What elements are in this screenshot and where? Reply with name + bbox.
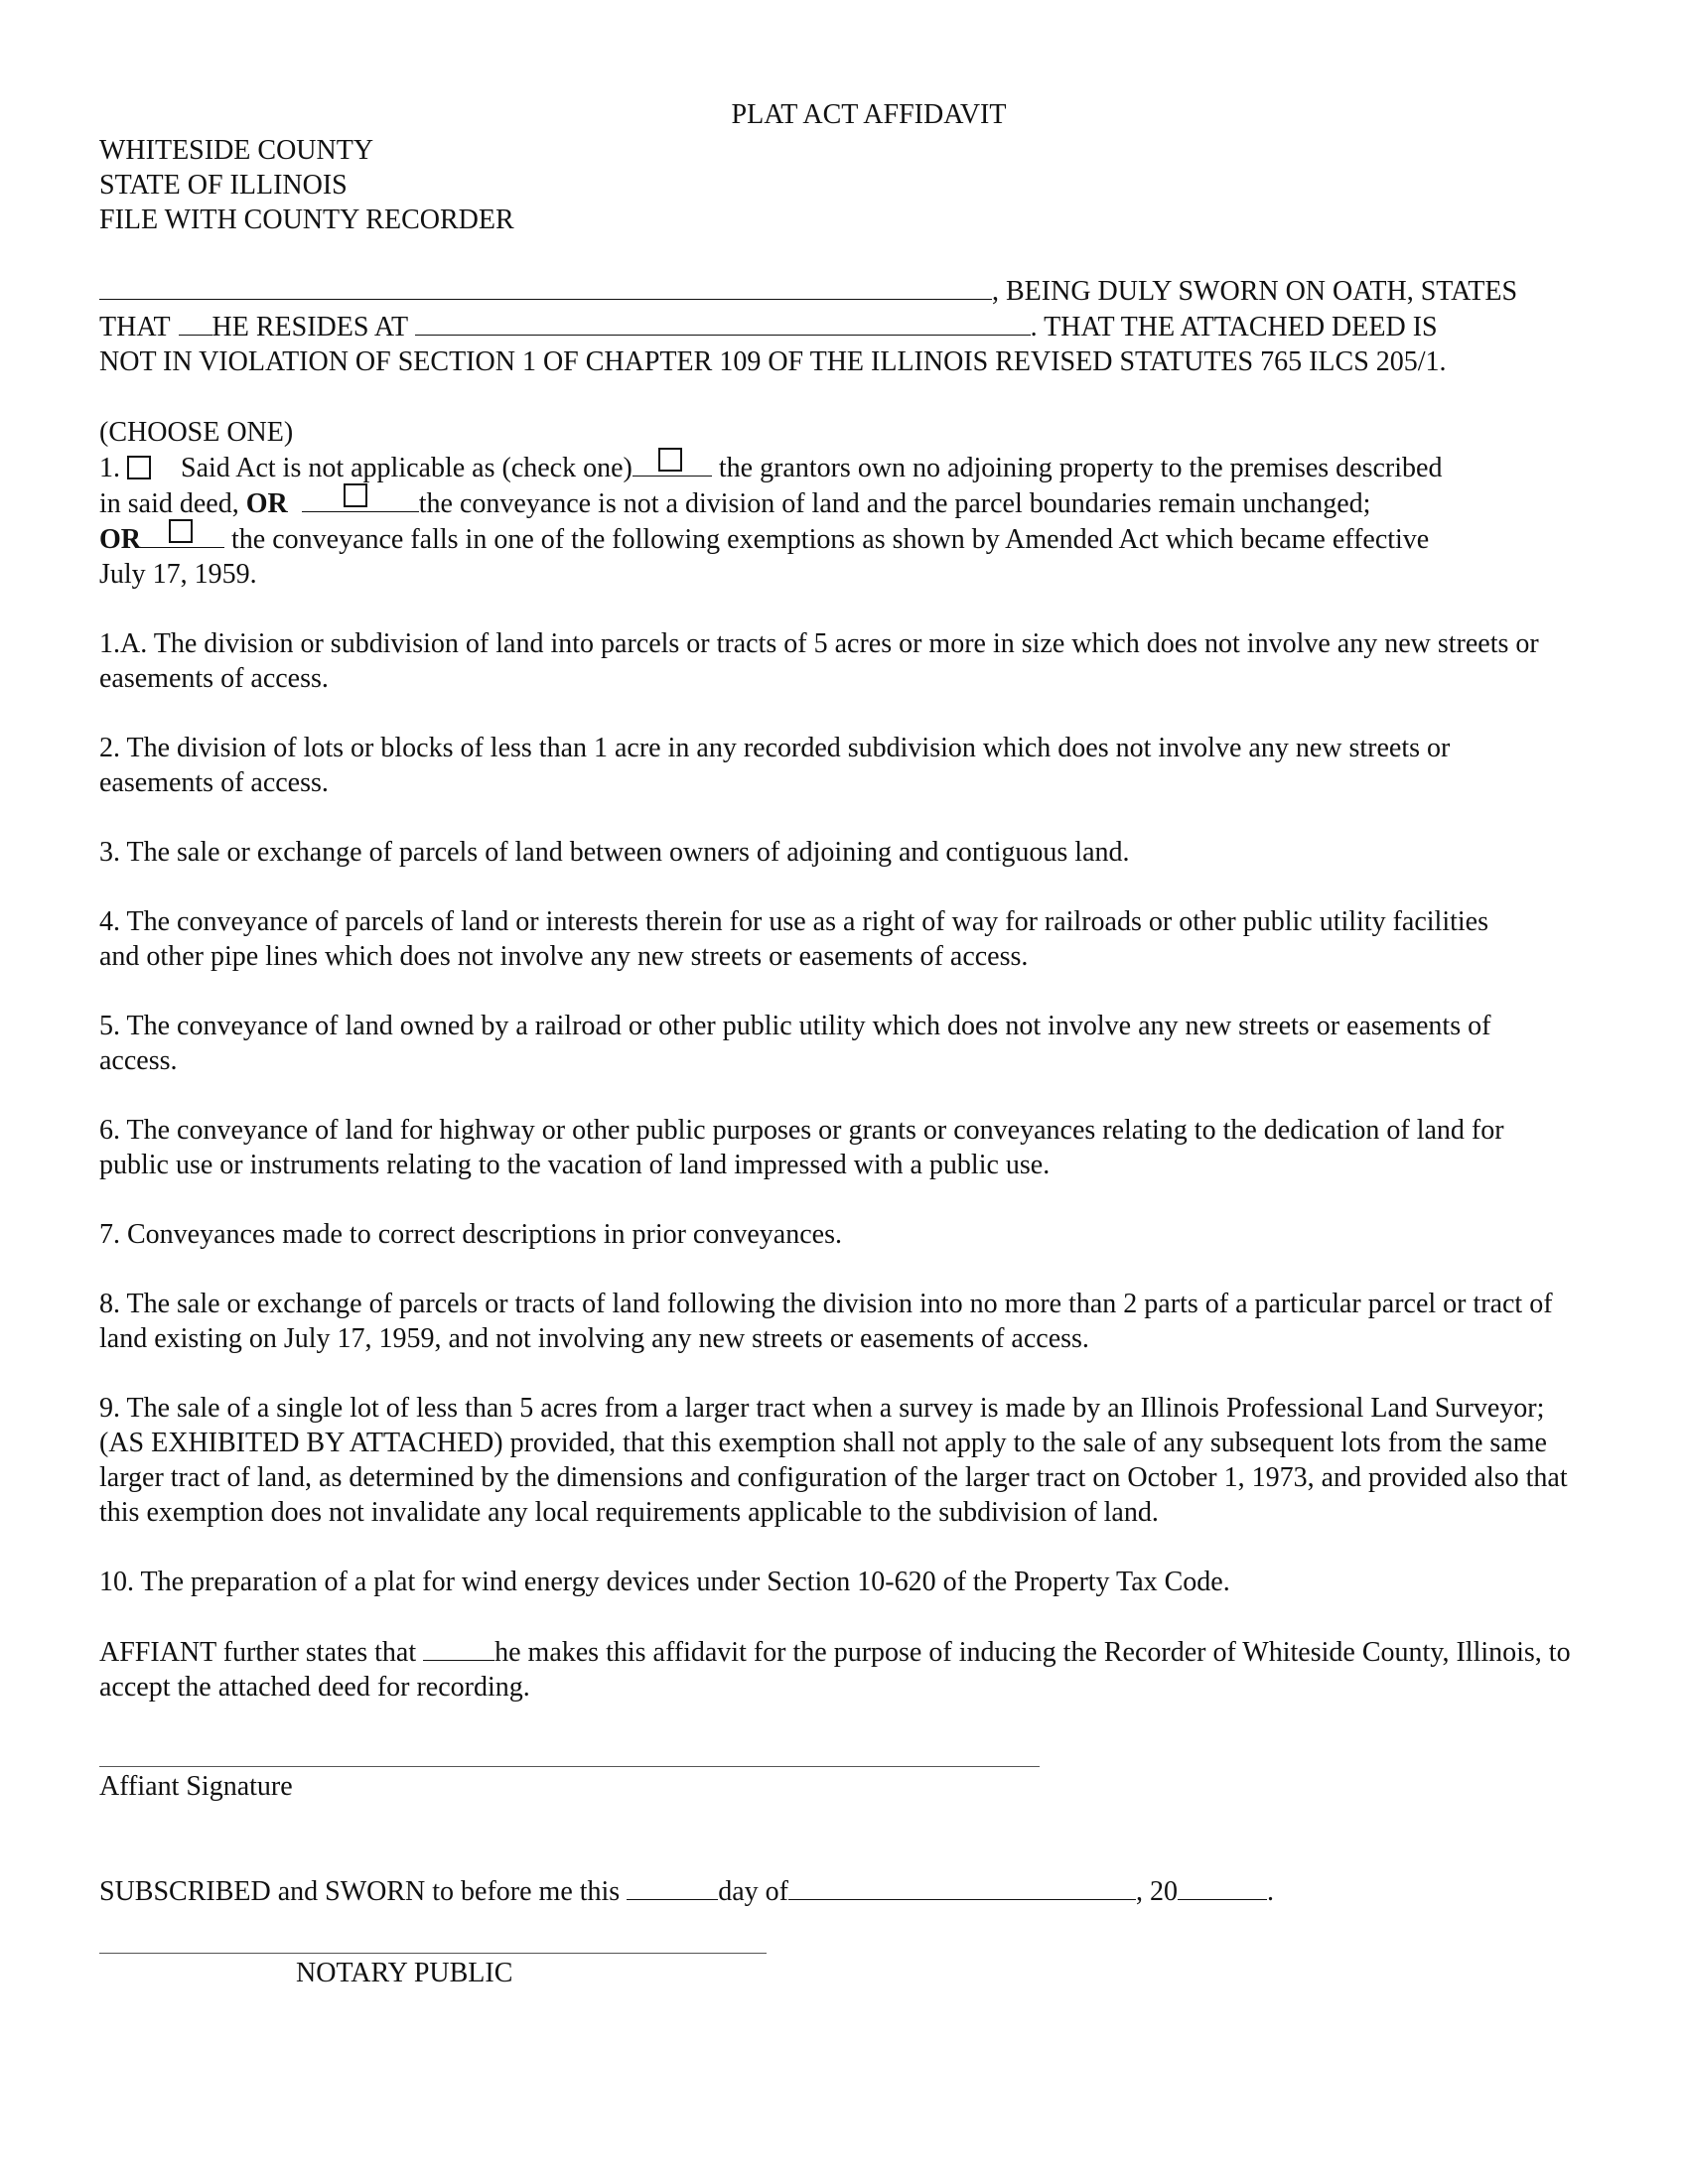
affiant-signature-line[interactable]: [99, 1766, 1040, 1767]
exemption-7: 7. Conveyances made to correct descriptions in prior conveyances.: [99, 1219, 842, 1250]
item-1-text-f: July 17, 1959.: [99, 559, 257, 590]
option-not-division-checkbox[interactable]: [344, 483, 367, 507]
option-no-adjoining-blank: [633, 450, 712, 477]
file-with-instruction: FILE WITH COUNTY RECORDER: [99, 205, 514, 235]
document-title: PLAT ACT AFFIDAVIT: [731, 99, 1007, 130]
item-1-text-d: the conveyance is not a division of land and the parcel boundaries remain unchanged;: [418, 488, 1371, 519]
oath-resides-text: HE RESIDES AT: [211, 312, 408, 342]
subscribed-end: .: [1266, 1876, 1274, 1907]
affiant-name-blank[interactable]: [99, 273, 992, 300]
day-of-text: day of: [718, 1876, 788, 1907]
exemption-9: 9. The sale of a single lot of less than 5 acres from a larger tract when a survey is made by an Illinois Professional Land Surveyor; (AS EXHIBITED BY ATTACHED) provided, that this exemption shall not apply to the sale of any subsequent lots from the same larger tract of land, as determined by the dimensions and configuration of the larger tract on October 1, 1973, and provided also that this exemption does not invalidate any local requirements applicable to the subdivision of land.: [99, 1393, 1568, 1528]
option-no-adjoining-checkbox[interactable]: [658, 448, 682, 472]
affiant-signature-label: Affiant Signature: [99, 1771, 293, 1802]
oath-line-1: [99, 273, 1589, 309]
item-1-checkbox[interactable]: [127, 456, 151, 479]
oath-that-text: THAT: [99, 312, 171, 342]
option-exemption-blank: [141, 521, 224, 548]
exemption-2: 2. The division of lots or blocks of less than 1 acre in any recorded subdivision which does not involve any new streets or easements of access.: [99, 733, 1451, 798]
oath-sworn-text: , BEING DULY SWORN ON OATH, STATES: [992, 276, 1518, 307]
year-blank[interactable]: [1178, 1873, 1267, 1900]
exemption-6: 6. The conveyance of land for highway or other public purposes or grants or conveyances relating to the dedication of land for public use or instruments relating to the vacation of land impressed with a public use.: [99, 1115, 1504, 1180]
item-1-text-e: the conveyance falls in one of the following exemptions as shown by Amended Act which became effective: [231, 524, 1430, 555]
item-1-text-a: Said Act is not applicable as (check one): [181, 453, 633, 483]
affiant-text-a: AFFIANT further states that: [99, 1637, 417, 1668]
oath-violation-text: NOT IN VIOLATION OF SECTION 1 OF CHAPTER 109 OF THE ILLINOIS REVISED STATUTES 765 ILCS 205/1.: [99, 346, 1447, 377]
affiant-pronoun-blank[interactable]: [423, 1634, 494, 1661]
month-blank[interactable]: [788, 1873, 1136, 1900]
affidavit-document: [99, 97, 1589, 1990]
exemption-10: 10. The preparation of a plat for wind energy devices under Section 10-620 of the Property Tax Code.: [99, 1567, 1230, 1597]
exemption-8: 8. The sale or exchange of parcels or tracts of land following the division into no more than 2 parts of a particular parcel or tract of land existing on July 17, 1959, and not involving any new streets or easements of access.: [99, 1289, 1553, 1354]
header-block: [99, 133, 1589, 237]
subscribed-text: SUBSCRIBED and SWORN to before me this: [99, 1876, 621, 1907]
state-name: STATE OF ILLINOIS: [99, 170, 348, 201]
item-1-text-c: in said deed,: [99, 488, 239, 519]
exemption-5: 5. The conveyance of land owned by a railroad or other public utility which does not involve any new streets or easements of access.: [99, 1011, 1491, 1076]
exemption-3: 3. The sale or exchange of parcels of land between owners of adjoining and contiguous land.: [99, 837, 1130, 868]
oath-line-2: [99, 309, 1589, 344]
item-1: [99, 450, 1589, 592]
option-exemption-checkbox[interactable]: [169, 519, 193, 543]
or-label-2: OR: [99, 524, 141, 555]
oath-attached-text: . THAT THE ATTACHED DEED IS: [1030, 312, 1438, 342]
exemption-4: 4. The conveyance of parcels of land or interests therein for use as a right of way for railroads or other public utility facilities and other pipe lines which does not involve any new streets or easements of access.: [99, 906, 1489, 972]
item-1-number: 1.: [99, 453, 120, 483]
item-1-text-b: the grantors own no adjoining property to the premises described: [718, 453, 1443, 483]
notary-public-label: NOTARY PUBLIC: [296, 1958, 513, 1988]
affiant-text-b: he makes this affidavit for the purpose of inducing the Recorder of Whiteside County, Illinois, to accept the attached deed for recording.: [99, 1637, 1571, 1703]
year-prefix-text: , 20: [1135, 1876, 1178, 1907]
day-blank[interactable]: [627, 1873, 718, 1900]
residence-address-blank[interactable]: [415, 309, 1031, 336]
subscribed-line: [99, 1873, 1589, 1909]
option-not-division-blank: [302, 485, 419, 512]
affiant-statement: [99, 1634, 1589, 1705]
choose-one-label: (CHOOSE ONE): [99, 417, 294, 448]
exemption-1a: 1.A. The division or subdivision of land into parcels or tracts of 5 acres or more in size which does not involve any new streets or easements of access.: [99, 628, 1539, 694]
county-name: WHITESIDE COUNTY: [99, 135, 374, 166]
oath-block: [99, 273, 1589, 379]
or-label-1: OR: [245, 488, 288, 519]
pronoun-blank[interactable]: [179, 309, 212, 336]
notary-signature-line[interactable]: [99, 1953, 767, 1954]
